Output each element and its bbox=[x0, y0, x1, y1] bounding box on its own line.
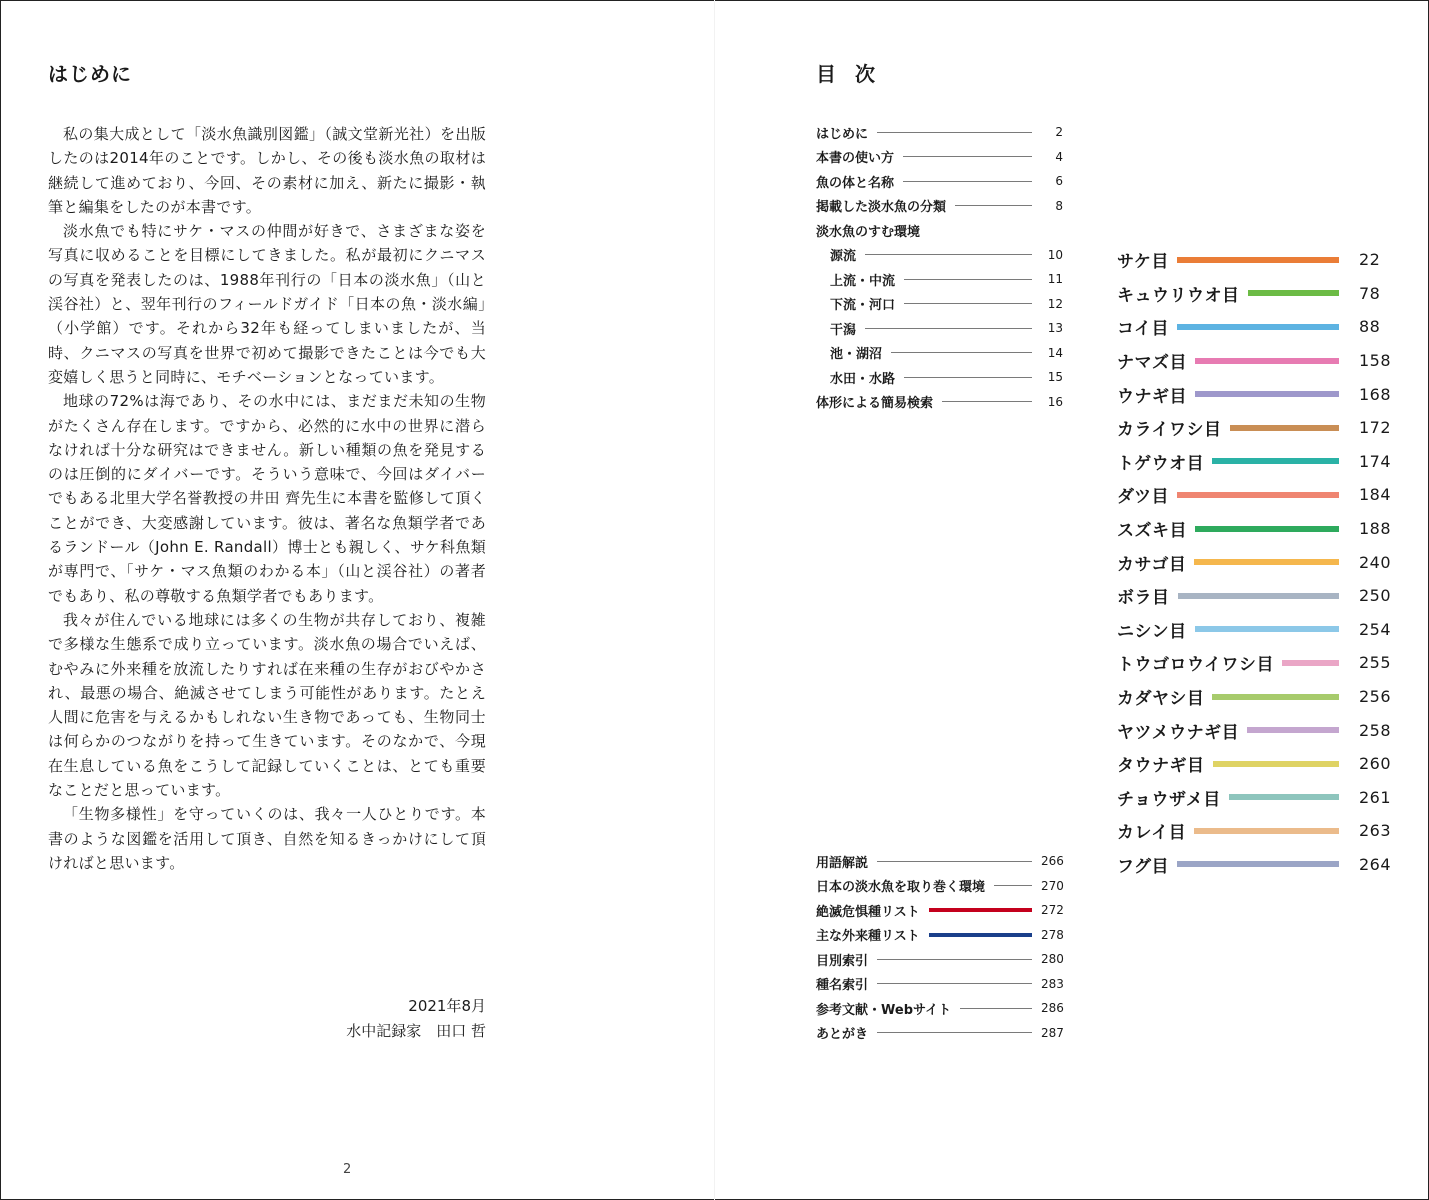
toc-leader-line bbox=[994, 885, 1032, 886]
signature-block bbox=[346, 994, 486, 1043]
toc-leader-line bbox=[942, 401, 1032, 402]
toc-entry-page: 15 bbox=[1047, 370, 1063, 385]
order-entry[interactable] bbox=[1117, 344, 1392, 378]
toc-entry[interactable] bbox=[816, 996, 1063, 1021]
toc-entry[interactable] bbox=[816, 341, 1063, 366]
toc-entry[interactable] bbox=[816, 849, 1063, 874]
toc-entry-label: 用語解説 bbox=[816, 855, 869, 871]
order-entry-page: 255 bbox=[1359, 653, 1392, 673]
order-entry[interactable] bbox=[1117, 814, 1392, 848]
toc-entry-label: 魚の体と名称 bbox=[816, 175, 895, 191]
order-entry[interactable] bbox=[1117, 747, 1392, 781]
order-color-bar bbox=[1194, 828, 1339, 834]
toc-leader-line bbox=[955, 205, 1032, 206]
order-entry-page: 158 bbox=[1359, 351, 1392, 371]
toc-leader-line bbox=[865, 328, 1032, 329]
order-entry-page: 264 bbox=[1359, 854, 1392, 874]
order-entry[interactable] bbox=[1117, 310, 1381, 344]
order-entry-label: サケ目 bbox=[1117, 252, 1169, 273]
order-color-bar bbox=[1177, 492, 1339, 498]
order-entry-label: チョウザメ目 bbox=[1117, 789, 1221, 810]
toc-entry-label: はじめに bbox=[816, 126, 869, 142]
order-entry-page: 261 bbox=[1359, 787, 1392, 807]
toc-entry-label: 干潟 bbox=[830, 322, 857, 338]
toc-entry[interactable] bbox=[816, 292, 1063, 317]
order-entry-label: カサゴ目 bbox=[1117, 554, 1187, 575]
toc-entry-page: 13 bbox=[1047, 321, 1063, 336]
toc-entry-label: 掲載した淡水魚の分類 bbox=[816, 200, 947, 216]
toc-back-matter bbox=[816, 849, 1063, 1045]
toc-entry[interactable] bbox=[816, 923, 1063, 948]
order-entry-label: ウナギ目 bbox=[1117, 386, 1187, 407]
order-entry-label: カライワシ目 bbox=[1117, 420, 1222, 441]
order-entry-label: カダヤシ目 bbox=[1117, 689, 1205, 710]
order-color-bar bbox=[1195, 358, 1339, 364]
toc-entry-label: 池・湖沼 bbox=[830, 347, 883, 363]
toc-entry-label: 日本の淡水魚を取り巻く環境 bbox=[816, 880, 986, 896]
toc-leader-line bbox=[877, 132, 1032, 133]
order-entry-label: ナマズ目 bbox=[1117, 353, 1187, 374]
order-color-bar bbox=[1195, 526, 1339, 532]
toc-entry-label: 目別索引 bbox=[816, 953, 869, 969]
order-entry[interactable] bbox=[1117, 512, 1392, 546]
toc-leader-line bbox=[891, 352, 1032, 353]
toc-entry[interactable] bbox=[816, 120, 1063, 145]
order-color-bar bbox=[1195, 626, 1339, 632]
order-entry-label: トウゴロウイワシ目 bbox=[1117, 655, 1274, 676]
signature-date: 2021年8月 bbox=[408, 997, 486, 1015]
toc-leader-line bbox=[904, 303, 1032, 304]
toc-entry-label: 絶滅危惧種リスト bbox=[816, 904, 920, 920]
toc-entry-page: 10 bbox=[1047, 247, 1063, 262]
toc-entry-page: 286 bbox=[1041, 1001, 1064, 1016]
order-color-bar bbox=[1213, 761, 1340, 767]
toc-entry[interactable] bbox=[816, 390, 1063, 415]
order-entry[interactable] bbox=[1117, 680, 1392, 714]
order-color-bar bbox=[1212, 458, 1339, 464]
order-entry-page: 168 bbox=[1359, 384, 1392, 404]
toc-entry[interactable] bbox=[816, 874, 1063, 899]
toc-leader-line bbox=[929, 908, 1032, 912]
order-color-bar bbox=[1177, 324, 1339, 330]
order-color-bar bbox=[1177, 861, 1339, 867]
toc-orders bbox=[1117, 243, 1392, 881]
order-entry[interactable] bbox=[1117, 545, 1392, 579]
toc-entry[interactable] bbox=[816, 365, 1063, 390]
order-entry[interactable] bbox=[1117, 377, 1392, 411]
order-entry-label: ヤツメウナギ目 bbox=[1117, 722, 1240, 743]
toc-entry[interactable] bbox=[816, 898, 1063, 923]
order-entry[interactable] bbox=[1117, 411, 1392, 445]
toc-entry[interactable] bbox=[816, 947, 1063, 972]
intro-title: はじめに bbox=[48, 62, 132, 86]
order-entry-label: フグ目 bbox=[1117, 856, 1169, 877]
toc-entry-page: 270 bbox=[1041, 878, 1064, 893]
order-entry[interactable] bbox=[1117, 848, 1392, 882]
order-entry[interactable] bbox=[1117, 613, 1392, 647]
order-entry-page: 78 bbox=[1359, 283, 1381, 303]
order-entry[interactable] bbox=[1117, 646, 1392, 680]
order-entry[interactable] bbox=[1117, 243, 1381, 277]
order-entry-label: スズキ目 bbox=[1117, 521, 1187, 542]
order-entry[interactable] bbox=[1117, 781, 1392, 815]
toc-entry-page: 280 bbox=[1041, 952, 1064, 967]
toc-entry[interactable] bbox=[816, 194, 1063, 219]
order-entry[interactable] bbox=[1117, 445, 1392, 479]
toc-entry-label: あとがき bbox=[816, 1027, 869, 1043]
toc-entry[interactable] bbox=[816, 972, 1063, 997]
toc-entry-page: 266 bbox=[1041, 854, 1064, 869]
order-color-bar bbox=[1178, 593, 1340, 599]
toc-leader-line bbox=[960, 1008, 1032, 1009]
toc-entry-page: 272 bbox=[1041, 903, 1064, 918]
order-color-bar bbox=[1195, 391, 1339, 397]
order-entry-page: 184 bbox=[1359, 485, 1392, 505]
order-entry-page: 240 bbox=[1359, 552, 1392, 572]
order-color-bar bbox=[1230, 425, 1340, 431]
order-color-bar bbox=[1194, 559, 1339, 565]
order-entry-page: 174 bbox=[1359, 451, 1392, 471]
order-entry-page: 260 bbox=[1359, 754, 1392, 774]
order-entry[interactable] bbox=[1117, 478, 1392, 512]
toc-entry-page: 16 bbox=[1047, 394, 1063, 409]
intro-body bbox=[48, 122, 486, 875]
order-color-bar bbox=[1248, 290, 1340, 296]
toc-entry-label: 淡水魚のすむ環境 bbox=[816, 224, 921, 240]
toc-entry-label: 本書の使い方 bbox=[816, 151, 895, 167]
toc-leader-line bbox=[865, 254, 1032, 255]
toc-entry-page: 12 bbox=[1047, 296, 1063, 311]
intro-paragraph: 淡水魚でも特にサケ・マスの仲間が好きで、さまざまな姿を写真に収めることを目標にしてきました。私が最初にクニマスの写真を発表したのは、1988年刊行の「日本の淡水魚」（山と渓谷社）と、翌年刊行のフィールドガイド「日本の魚・淡水編」（小学館）です。それから32年も経ってしまいましたが、当時、クニマスの写真を世界で初めて撮影できたことは今でも大変嬉しく思うと同時に、モチベーションとなっています。 bbox=[48, 222, 486, 386]
order-color-bar bbox=[1247, 727, 1339, 733]
toc-entry-page: 11 bbox=[1047, 272, 1063, 287]
intro-paragraph: 地球の72%は海であり、その水中には、まだまだ未知の生物がたくさん存在します。ですから、必然的に水中の世界に潜らなければ十分な研究はできません。新しい種類の魚を発見するのは圧倒的にダイバーです。そういう意味で、今回はダイバーでもある北里大学名誉教授の井田 齊先生に本書を監修して頂くことができ、大変感謝しています。彼は、著名な魚類学者であるランドール（John E. Randall）博士とも親しく、サケ科魚類が専門で、「サケ・マス魚類のわかる本」（山と渓谷社）の著者でもあり、私の尊敬する魚類学者でもあります。 bbox=[48, 392, 486, 605]
order-entry-page: 88 bbox=[1359, 317, 1381, 337]
signature-author: 水中記録家 田口 哲 bbox=[346, 1021, 486, 1040]
intro-paragraph: 「生物多様性」を守っていくのは、我々一人ひとりです。本書のような図鑑を活用して頂き、自然を知るきっかけにして頂ければと思います。 bbox=[48, 805, 486, 872]
order-entry-page: 258 bbox=[1359, 720, 1392, 740]
gutter bbox=[714, 0, 715, 1200]
toc-entry-label: 主な外来種リスト bbox=[816, 929, 920, 945]
toc-entry[interactable] bbox=[816, 145, 1063, 170]
toc-entry-label: 源流 bbox=[830, 249, 857, 265]
toc-entry[interactable] bbox=[816, 267, 1063, 292]
order-color-bar bbox=[1229, 794, 1339, 800]
order-entry-label: コイ目 bbox=[1117, 319, 1169, 340]
toc-entry-label: 下流・河口 bbox=[830, 298, 896, 314]
toc-entry-page: 287 bbox=[1041, 1025, 1064, 1040]
order-entry-label: ボラ目 bbox=[1117, 588, 1170, 609]
toc-entry[interactable] bbox=[816, 243, 1063, 268]
toc-leader-line bbox=[903, 156, 1032, 157]
order-entry-page: 22 bbox=[1359, 250, 1381, 270]
toc-entry-page: 6 bbox=[1055, 174, 1063, 189]
toc-entry[interactable] bbox=[816, 316, 1063, 341]
toc-entry-label: 体形による簡易検索 bbox=[816, 396, 934, 412]
toc-title: 目 次 bbox=[816, 62, 881, 86]
order-entry[interactable] bbox=[1117, 713, 1392, 747]
order-entry-label: キュウリウオ目 bbox=[1117, 285, 1240, 306]
toc-entry[interactable] bbox=[816, 1021, 1063, 1046]
order-entry-page: 172 bbox=[1359, 418, 1392, 438]
toc-leader-line bbox=[877, 1032, 1032, 1033]
order-entry-label: ダツ目 bbox=[1117, 487, 1169, 508]
toc-entry-label: 上流・中流 bbox=[830, 273, 896, 289]
toc-leader-line bbox=[877, 959, 1032, 960]
order-entry-label: トゲウオ目 bbox=[1117, 453, 1205, 474]
intro-paragraph: 私の集大成として「淡水魚識別図鑑」（誠文堂新光社）を出版したのは2014年のことです。しかし、その後も淡水魚の取材は継続して進めており、今回、その素材に加え、新たに撮影・執筆と編集をしたのが本書です。 bbox=[48, 125, 486, 216]
toc-front-matter bbox=[816, 120, 1063, 414]
toc-entry-label: 種名索引 bbox=[816, 978, 869, 994]
toc-entry-page: 4 bbox=[1055, 149, 1063, 164]
page-number: 2 bbox=[343, 1162, 352, 1177]
order-entry-page: 256 bbox=[1359, 687, 1392, 707]
order-color-bar bbox=[1212, 694, 1339, 700]
order-color-bar bbox=[1282, 660, 1339, 666]
toc-leader-line bbox=[904, 279, 1032, 280]
toc-leader-line bbox=[903, 181, 1032, 182]
intro-paragraph: 我々が住んでいる地球には多くの生物が共存しており、複雑で多様な生態系で成り立っています。淡水魚の場合でいえば、むやみに外来種を放流したりすれば在来種の生存がおびやかされ、最悪の場合、絶滅させてしまう可能性があります。たとえ人間に危害を与えるかもしれない生き物であっても、生物同士は何らかのつながりを持って生きています。そのなかで、今現在生息している魚をこうして記録していくことは、とても重要なことだと思っています。 bbox=[48, 610, 486, 800]
order-entry-label: カレイ目 bbox=[1117, 823, 1187, 844]
order-entry[interactable] bbox=[1117, 579, 1392, 613]
toc-leader-line bbox=[877, 983, 1032, 984]
toc-entry-label: 水田・水路 bbox=[830, 371, 896, 387]
order-color-bar bbox=[1177, 257, 1339, 263]
toc-entry-page: 2 bbox=[1055, 125, 1063, 140]
order-entry-label: タウナギ目 bbox=[1117, 756, 1205, 777]
toc-entry[interactable] bbox=[816, 218, 1063, 243]
order-entry-page: 263 bbox=[1359, 821, 1392, 841]
order-entry[interactable] bbox=[1117, 277, 1381, 311]
toc-entry[interactable] bbox=[816, 169, 1063, 194]
toc-entry-label: 参考文献・Webサイト bbox=[816, 1002, 952, 1018]
toc-entry-page: 283 bbox=[1041, 976, 1064, 991]
order-entry-label: ニシン目 bbox=[1117, 621, 1187, 642]
toc-entry-page: 8 bbox=[1055, 198, 1063, 213]
toc-leader-line bbox=[877, 861, 1032, 862]
toc-leader-line bbox=[904, 377, 1032, 378]
toc-entry-page: 14 bbox=[1047, 345, 1063, 360]
toc-entry-page: 278 bbox=[1041, 927, 1064, 942]
toc-leader-line bbox=[929, 933, 1032, 937]
order-entry-page: 188 bbox=[1359, 519, 1392, 539]
order-entry-page: 254 bbox=[1359, 619, 1392, 639]
order-entry-page: 250 bbox=[1359, 586, 1392, 606]
